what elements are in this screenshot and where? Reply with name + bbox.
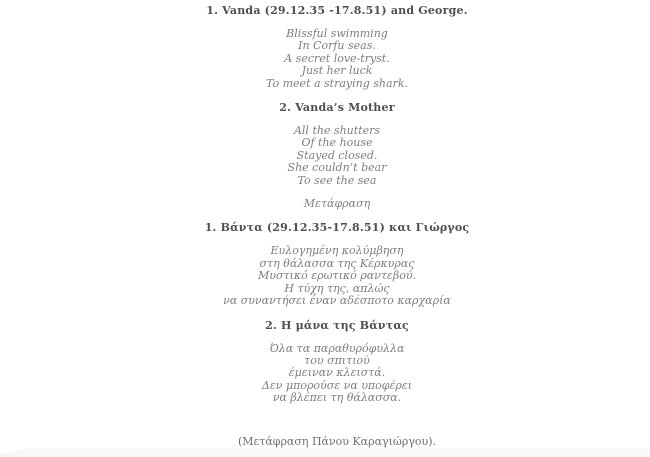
stanza-greek-1 [24, 245, 650, 307]
translation-credit: (Μετάφραση Πάνου Καραγιώργου). [237, 434, 436, 448]
poem-heading-english-2: 2. Vanda’s Mother [279, 101, 395, 115]
poem-line: του σπιτιού [304, 353, 370, 367]
poem-line: Ευλογημένη κολύμβηση [270, 244, 404, 258]
poem-line: Just her luck [301, 64, 373, 78]
poem-line: Stayed closed. [296, 148, 378, 162]
poem-line: Δεν μπορούσε να υποφέρει [261, 378, 413, 392]
poem-line: Όλα τα παραθυρόφυλλα [269, 341, 405, 355]
poem-line: All the shutters [293, 124, 381, 138]
poem-line: To see the sea [297, 173, 377, 187]
page-bottom-edge [0, 448, 650, 457]
poem-line: A secret love-tryst. [284, 51, 390, 65]
poem-line: She couldn’t bear [287, 161, 387, 175]
poem-line: In Corfu seas. [298, 39, 376, 53]
translation-label: Μετάφραση [303, 197, 371, 211]
stanza-english-1 [24, 28, 650, 90]
poem-line: Η τύχη της, απλώς [284, 281, 390, 295]
poem-heading-greek-2: 2. Η μάνα της Βάντας [265, 318, 409, 332]
poem-heading-english-1: 1. Vanda (29.12.35 -17.8.51) and George. [206, 4, 468, 17]
poem-line: να συναντήσει έναν αδέσποτο καρχαρία [223, 294, 451, 308]
stanza-english-2 [24, 125, 650, 187]
poem-line: στη θάλασσα της Κέρκυρας [259, 256, 415, 270]
poem-line: να βλέπει τη θάλασσα. [272, 391, 402, 405]
poem-line: Of the house [301, 136, 373, 150]
poem-heading-greek-1: 1. Βάντα (29.12.35-17.8.51) και Γιώργος [204, 221, 470, 235]
poem-line: έμειναν κλειστά. [288, 366, 386, 380]
poem-line: To meet a straying shark. [266, 76, 408, 90]
poem-line: Μυστικό ερωτικό ραντεβού. [258, 269, 416, 283]
poem-line: Blissful swimming [286, 27, 388, 40]
stanza-greek-2 [24, 343, 650, 405]
